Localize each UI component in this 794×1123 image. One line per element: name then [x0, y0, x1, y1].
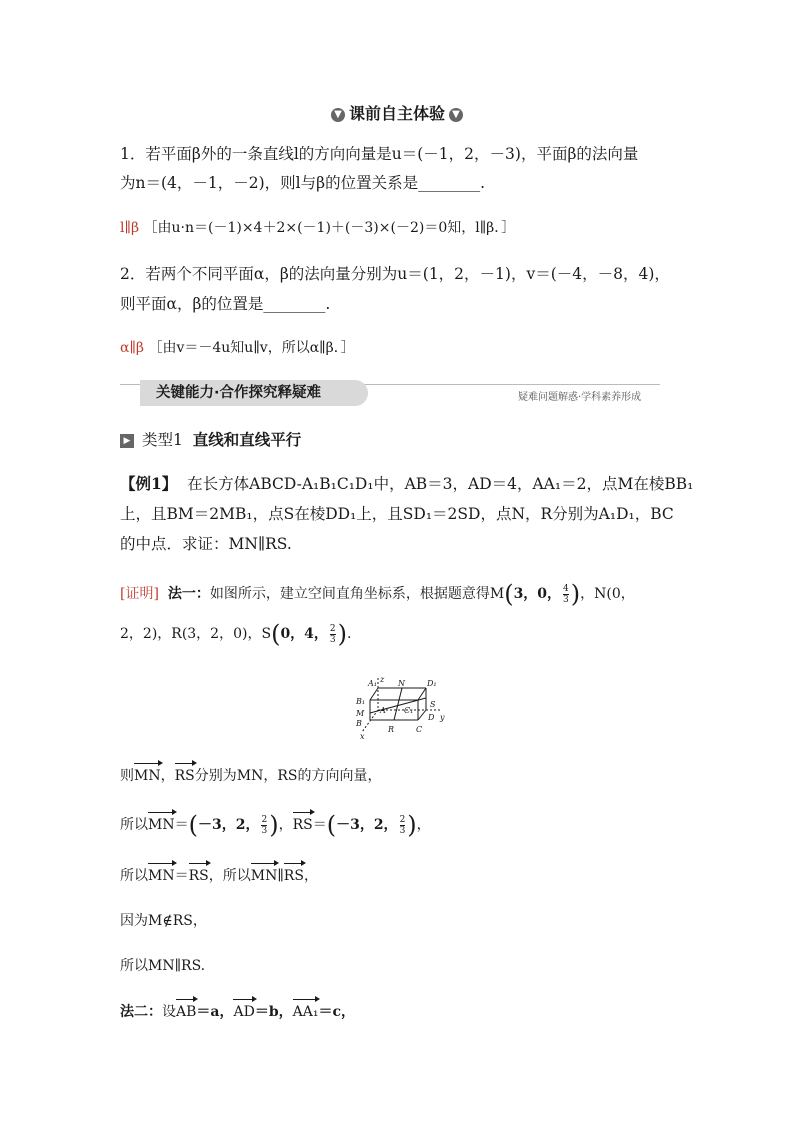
vector-rs: RS	[189, 865, 209, 887]
s-coords: 0，4，	[280, 626, 328, 642]
vector-mn: MN	[134, 765, 161, 787]
cuboid-figure	[348, 676, 448, 742]
label-b: B	[356, 719, 362, 728]
q2-line1: 2．若两个不同平面α，β的法向量分别为u＝(1，2，－1)，v＝(－4，－8，4)，	[120, 265, 670, 283]
vector-ad: AD	[233, 1001, 254, 1023]
vector-mn: MN	[148, 814, 175, 836]
step3: 所以MN＝RS，所以MN∥RS，	[120, 865, 318, 887]
q2-answer	[120, 337, 355, 359]
q1-answer-text: ［由u·n＝(－1)×4＋2×(－1)＋(－3)×(－2)＝0知，l∥β．］	[143, 220, 516, 236]
proof-text1b: ，N(0，	[580, 586, 635, 602]
label-y: y	[440, 713, 445, 722]
method2-label: 法二：	[120, 1004, 162, 1020]
q1-answer	[120, 217, 515, 239]
q1-answer-label: l∥β	[120, 220, 140, 236]
proof-line1: [证明] 法一：如图所示，建立空间直角坐标系，根据题意得M(3，0， $\frac{4}{3}$ )，N(0，	[120, 580, 635, 608]
label-a1: A₁	[368, 679, 377, 688]
step2: 所以MN＝(－3，2， $\frac{2}{3}$ )，RS＝(－3，2， $\frac{2}{3}$ )，	[120, 811, 431, 839]
label-a: A	[380, 706, 386, 715]
vector-aa1: AA₁	[293, 1001, 319, 1023]
vector-mn: MN	[251, 865, 278, 887]
fraction: $\frac{2}{3}$	[399, 814, 406, 836]
m-coords: 3，0，	[513, 586, 562, 602]
example-line1	[120, 473, 693, 495]
label-d: D	[428, 713, 435, 722]
q1-line1: 1．若平面β外的一条直线l的方向向量是u＝(－1，2，－3)，平面β的法向量	[120, 145, 639, 163]
proof-text1: 如图所示，建立空间直角坐标系，根据题意得M	[209, 586, 505, 602]
type-title: 直线和直线平行	[192, 430, 302, 449]
label-x: x	[360, 732, 365, 741]
proof-text2: 2，2)，R(3，2，0)，S	[120, 626, 272, 642]
section-title: 课前自主体验	[348, 104, 445, 123]
method2-line: 法二：设AB＝a，AD＝b，AA₁＝c，	[120, 1001, 355, 1023]
s-fraction: $\frac{2}{3}$	[329, 623, 336, 645]
example-text1: 在长方体ABCD-A₁B₁C₁D₁中，AB＝3，AD＝4，AA₁＝2，点M在棱BB₁	[187, 475, 694, 493]
example-line3: 的中点．求证：MN∥RS.	[120, 535, 292, 553]
label-d1: D₁	[427, 679, 437, 688]
vector-rs: RS	[175, 765, 195, 787]
segment-nr	[394, 688, 402, 720]
play-icon: ▶	[120, 434, 134, 448]
example-tag: 【例1】	[120, 474, 178, 493]
label-c: C	[416, 725, 423, 734]
type-label: 类型1	[142, 431, 183, 449]
edge-b1a1	[370, 688, 378, 700]
banner-title: 关键能力·合作探究释疑难	[140, 380, 368, 406]
label-c1: C₁	[404, 706, 414, 715]
section-header	[0, 101, 794, 124]
fraction: $\frac{2}{3}$	[261, 814, 268, 836]
label-s: S	[430, 700, 436, 709]
example-line2: 上，且BM＝2MB₁，点S在棱DD₁上，且SD₁＝2SD，点N，R分别为A₁D₁，BC	[120, 505, 674, 523]
step1: 则MN，RS分别为MN，RS的方向向量，	[120, 765, 381, 787]
vector-rs: RS	[284, 865, 304, 887]
label-n: N	[398, 679, 405, 688]
type-heading	[120, 428, 301, 450]
q2-answer-text: ［由v＝－4u知u∥v，所以α∥β．］	[148, 340, 355, 356]
method1-label: 法一：	[167, 586, 210, 602]
vector-rs: RS	[293, 814, 313, 836]
step4: 因为M∉RS，	[120, 913, 207, 929]
proof-tag: [证明]	[120, 586, 159, 602]
banner-subtitle: 疑难问题解惑·学科素养形成	[518, 392, 642, 403]
m-fraction: $\frac{4}{3}$	[563, 583, 569, 605]
label-b1: B₁	[356, 697, 366, 706]
edge-cd	[418, 710, 426, 720]
step5: 所以MN∥RS.	[120, 958, 206, 974]
label-m: M	[356, 709, 365, 718]
q2-line2: 则平面α，β的位置是________.	[120, 295, 331, 313]
chevron-down-icon: ▼	[331, 108, 345, 122]
label-z: z	[380, 676, 385, 684]
q2-answer-label: α∥β	[120, 340, 145, 356]
vector-ab: AB	[176, 1001, 196, 1023]
proof-line2: 2，2)，R(3，2，0)，S(0，4， $\frac{2}{3}$ ).	[120, 620, 352, 648]
vector-mn: MN	[148, 865, 175, 887]
chevron-down-icon: ▼	[449, 108, 463, 122]
q1-line2: 为n＝(4，－1，－2)，则l与β的位置关系是________.	[120, 174, 486, 192]
label-r: R	[388, 725, 395, 734]
